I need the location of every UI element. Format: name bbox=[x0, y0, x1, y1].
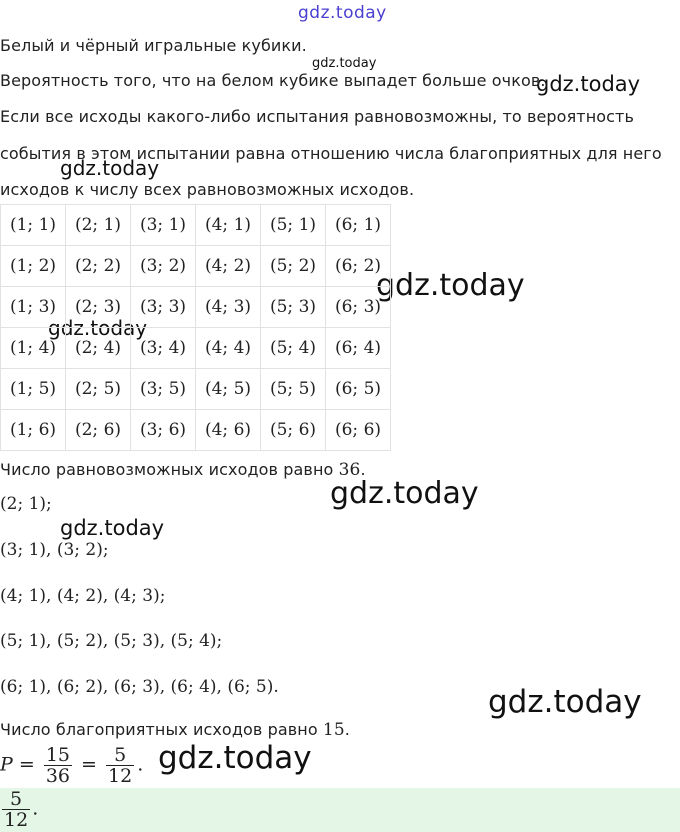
favorable-label: Число благоприятных исходов равно bbox=[0, 720, 318, 739]
total-outcomes-line bbox=[0, 460, 366, 480]
table-cell: (2; 2) bbox=[66, 246, 131, 287]
answer-denominator: 12 bbox=[4, 809, 29, 831]
table-cell: (4; 6) bbox=[196, 410, 261, 451]
table-cell: (3; 5) bbox=[131, 369, 196, 410]
rule-line-2: события в этом испытании равна отношению числа благоприятных для него bbox=[0, 144, 662, 163]
table-cell: (6; 4) bbox=[326, 328, 391, 369]
table-row bbox=[1, 205, 391, 246]
question-line: Вероятность того, что на белом кубике выпадет больше очков. bbox=[0, 71, 546, 90]
favorable-list-line-2: (3; 1), (3; 2); bbox=[0, 540, 109, 560]
table-cell: (1; 2) bbox=[1, 246, 66, 287]
table-cell: (5; 2) bbox=[261, 246, 326, 287]
table-cell: (4; 4) bbox=[196, 328, 261, 369]
answer bbox=[0, 789, 38, 830]
table-cell: (1; 4) bbox=[1, 328, 66, 369]
fraction-numerator: 15 bbox=[45, 744, 70, 766]
table-cell: (1; 3) bbox=[1, 287, 66, 328]
table-cell: (4; 5) bbox=[196, 369, 261, 410]
watermark-7: gdz.today bbox=[488, 684, 642, 720]
table-cell: (5; 6) bbox=[261, 410, 326, 451]
table-row bbox=[1, 369, 391, 410]
table-cell: (6; 2) bbox=[326, 246, 391, 287]
fraction-5-12 bbox=[106, 745, 134, 786]
rule-line-1: Если все исходы какого-либо испытания равновозможны, то вероятность bbox=[0, 107, 635, 126]
outcomes-table bbox=[0, 204, 391, 451]
table-row bbox=[1, 410, 391, 451]
favorable-list-line-1: (2; 1); bbox=[0, 494, 52, 514]
table-cell: (5; 3) bbox=[261, 287, 326, 328]
favorable-list-line-4: (5; 1), (5; 2), (5; 3), (5; 4); bbox=[0, 631, 223, 651]
table-cell: (3; 1) bbox=[131, 205, 196, 246]
table-row bbox=[1, 246, 391, 287]
table-cell: (2; 3) bbox=[66, 287, 131, 328]
favorable-value: 15 bbox=[322, 720, 345, 740]
favorable-list-line-3: (4; 1), (4; 2), (4; 3); bbox=[0, 586, 166, 606]
fraction-numerator: 5 bbox=[106, 745, 134, 766]
formula-equals-1: = bbox=[18, 753, 35, 776]
table-cell: (2; 4) bbox=[66, 328, 131, 369]
table-row bbox=[1, 328, 391, 369]
table-cell: (3; 4) bbox=[131, 328, 196, 369]
table-cell: (6; 1) bbox=[326, 205, 391, 246]
favorable-count-line bbox=[0, 720, 350, 740]
table-cell: (3; 3) bbox=[131, 287, 196, 328]
answer-fraction bbox=[2, 789, 30, 830]
answer-end: . bbox=[32, 797, 39, 820]
watermark-1: gdz.today bbox=[536, 72, 641, 96]
table-cell: (1; 5) bbox=[1, 369, 66, 410]
table-cell: (4; 3) bbox=[196, 287, 261, 328]
table-cell: (1; 6) bbox=[1, 410, 66, 451]
formula-equals-2: = bbox=[81, 753, 97, 776]
answer-numerator: 5 bbox=[2, 789, 30, 810]
watermark-3: gdz.today bbox=[376, 268, 525, 303]
table-row bbox=[1, 287, 391, 328]
watermark-small: gdz.today bbox=[312, 56, 377, 71]
probability-formula bbox=[0, 745, 143, 786]
watermark-8: gdz.today bbox=[158, 740, 312, 776]
table-cell: (3; 6) bbox=[131, 410, 196, 451]
watermark-5: gdz.today bbox=[330, 476, 479, 511]
fraction-denominator: 36 bbox=[45, 765, 70, 787]
table-cell: (6; 5) bbox=[326, 369, 391, 410]
rule-line-3: исходов к числу всех равновозможных исходов. bbox=[0, 180, 415, 199]
total-label: Число равновозможных исходов равно bbox=[0, 460, 334, 479]
fraction-15-36 bbox=[44, 745, 72, 786]
watermark-6: gdz.today bbox=[60, 516, 165, 540]
statement-line: Белый и чёрный игральные кубики. bbox=[0, 36, 307, 55]
table-cell: (2; 5) bbox=[66, 369, 131, 410]
answer-band bbox=[0, 788, 680, 832]
table-cell: (2; 6) bbox=[66, 410, 131, 451]
table-cell: (4; 2) bbox=[196, 246, 261, 287]
favorable-end: . bbox=[344, 720, 350, 739]
watermark-2: gdz.today bbox=[60, 156, 160, 180]
favorable-list-line-5: (6; 1), (6; 2), (6; 3), (6; 4), (6; 5). bbox=[0, 677, 279, 697]
table-cell: (1; 1) bbox=[1, 205, 66, 246]
table-cell: (6; 3) bbox=[326, 287, 391, 328]
table-cell: (4; 1) bbox=[196, 205, 261, 246]
total-end: . bbox=[360, 460, 366, 479]
formula-end: . bbox=[137, 753, 144, 776]
watermark-top: gdz.today bbox=[298, 3, 387, 23]
table-cell: (6; 6) bbox=[326, 410, 391, 451]
fraction-denominator: 12 bbox=[108, 765, 133, 787]
watermark-4: gdz.today bbox=[48, 316, 148, 340]
table-cell: (5; 5) bbox=[261, 369, 326, 410]
total-value: 36 bbox=[338, 460, 361, 480]
formula-variable: P bbox=[0, 753, 13, 776]
table-cell: (5; 4) bbox=[261, 328, 326, 369]
table-cell: (2; 1) bbox=[66, 205, 131, 246]
table-cell: (3; 2) bbox=[131, 246, 196, 287]
table-cell: (5; 1) bbox=[261, 205, 326, 246]
